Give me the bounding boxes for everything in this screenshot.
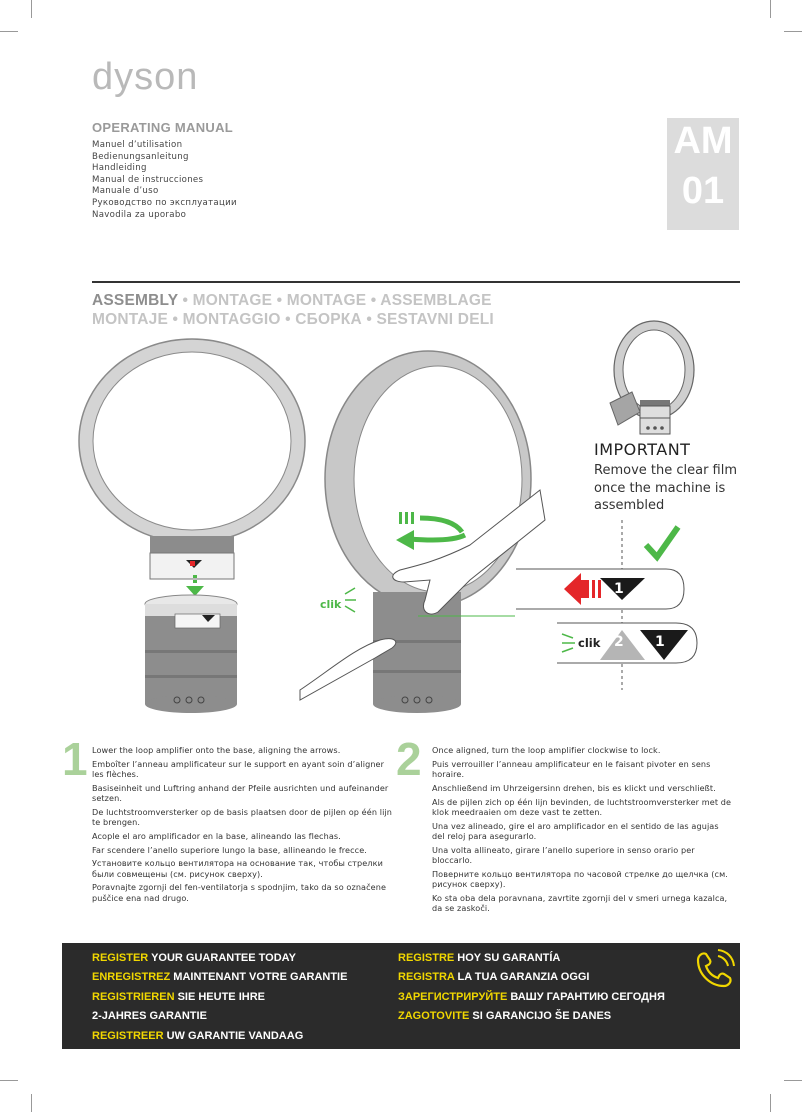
assembly-word: ASSEMBLY bbox=[92, 292, 179, 309]
step-2-line: Ko sta oba dela poravnana, zavrtite zgornji del v smeri urnega kazalca, da se zaskoči. bbox=[432, 892, 728, 913]
step-1-line: Emboîter l’anneau amplificateur sur le support en ayant soin d’aligner les flèches. bbox=[92, 758, 385, 779]
operating-manual-title: OPERATING MANUAL bbox=[92, 120, 234, 135]
clik-label: clik bbox=[320, 598, 342, 611]
register-line-de: REGISTRIEREN SIE HEUTE IHRE bbox=[92, 990, 265, 1003]
manual-title-sl: Navodila za uporabo bbox=[92, 209, 187, 220]
step-1-line: Basiseinheit und Luftring anhand der Pfeile ausrichten und aufeinander setzen. bbox=[92, 782, 389, 803]
crop-mark bbox=[0, 1080, 18, 1081]
step-1-line: Установите кольцо вентилятора на основание так, чтобы стрелки были совмещены (см. рисунок сверху). bbox=[92, 858, 383, 879]
crop-mark bbox=[784, 1080, 802, 1081]
step-2-line: Als de pijlen zich op één lijn bevinden, de luchtstroomversterker met de klok meedraaien om deze vast te zetten. bbox=[432, 796, 732, 817]
bar1-number: 1 bbox=[614, 581, 624, 597]
fan-ring-illustration bbox=[79, 339, 305, 579]
manual-title-ru: Руководство по эксплуатации bbox=[92, 197, 237, 208]
step-1-line: Acople el aro amplificador en la base, alineando las flechas. bbox=[92, 830, 341, 841]
crop-mark bbox=[770, 1094, 771, 1112]
bar2-number-2: 2 bbox=[614, 634, 624, 650]
phone-icon bbox=[690, 946, 738, 994]
step-2-number: 2 bbox=[396, 733, 422, 785]
important-title: IMPORTANT bbox=[594, 440, 691, 459]
step-1-text bbox=[92, 745, 392, 906]
alignment-bar-red bbox=[516, 569, 684, 609]
register-line-de-2: 2-JAHRES GARANTIE bbox=[92, 1010, 207, 1023]
check-icon bbox=[646, 527, 678, 557]
fan-base-illustration bbox=[145, 595, 237, 713]
step-2-line: Anschließend im Uhrzeigersinn drehen, bis es klickt und verschließt. bbox=[432, 782, 716, 793]
model-line-1: AM bbox=[673, 120, 733, 162]
model-line-2: 01 bbox=[681, 170, 725, 212]
step-1-line: Far scendere l’anello superiore lungo la base, allineando le frecce. bbox=[92, 844, 367, 855]
step-2-line: Once aligned, turn the loop amplifier clockwise to lock. bbox=[432, 745, 661, 755]
register-line-es: REGISTRE HOY SU GARANTÍA bbox=[398, 952, 561, 964]
register-right-column bbox=[398, 949, 665, 1027]
dyson-logo: dyson bbox=[92, 56, 199, 98]
assembly-line2: MONTAJE • MONTAGGIO • СБОРКА • SESTAVNI DELI bbox=[92, 311, 494, 328]
register-line-ru: ЗАРЕГИСТРИРУЙТЕ ВАШУ ГАРАНТИЮ СЕГОДНЯ bbox=[398, 990, 665, 1003]
important-text: Remove the clear film once the machine is assembled bbox=[594, 463, 738, 513]
manual-title-es: Manual de instrucciones bbox=[92, 174, 204, 185]
step-2-text bbox=[432, 745, 732, 917]
register-line-fr: ENREGISTREZ MAINTENANT VOTRE GARANTIE bbox=[92, 971, 348, 984]
bar2-number-1: 1 bbox=[655, 634, 665, 650]
step-1-line: De luchtstroomversterker op de basis plaatsen door de pijlen op één lijn te brengen. bbox=[92, 806, 392, 827]
register-line-en: REGISTER YOUR GUARANTEE TODAY bbox=[92, 952, 296, 964]
step-2-line: Поверните кольцо вентилятора по часовой стрелке до щелчка (см. рисунок сверху). bbox=[432, 868, 728, 889]
register-line-sl: ZAGOTOVITE SI GARANCIJO ŠE DANES bbox=[398, 1010, 612, 1023]
manual-title-fr: Manuel d’utilisation bbox=[92, 140, 183, 150]
manual-title-nl: Handleiding bbox=[92, 163, 147, 174]
register-left-column bbox=[92, 949, 347, 1046]
step-1-line: Lower the loop amplifier onto the base, aligning the arrows. bbox=[92, 745, 341, 755]
crop-mark bbox=[31, 1094, 32, 1112]
register-line-nl: REGISTREER UW GARANTIE VANDAAG bbox=[92, 1029, 304, 1042]
bar2-clik-label: clik bbox=[578, 636, 601, 650]
step-2-line: Una vez alineado, gire el aro amplificador en el sentido de las agujas del reloj para asegurarlo. bbox=[432, 820, 719, 841]
step-2-line: Una volta allineato, girare l’anello superiore in senso orario per bloccarlo. bbox=[432, 844, 695, 865]
small-fan-illustration bbox=[610, 321, 694, 434]
manual-title-it: Manuale d’uso bbox=[92, 186, 159, 197]
step-1-line: Poravnajte zgornji del fen-ventilatorja s spodnjim, tako da so označene puščice ena nad drugo. bbox=[92, 882, 387, 903]
manual-title-de: Bedienungsanleitung bbox=[92, 151, 189, 162]
step-1-number: 1 bbox=[62, 733, 88, 785]
assembly-line1-rest: • MONTAGE • MONTAGE • ASSEMBLAGE bbox=[178, 292, 492, 309]
register-line-it: REGISTRA LA TUA GARANZIA OGGI bbox=[398, 971, 590, 984]
step-2-line: Puis verrouiller l’anneau amplificateur en le faisant pivoter en sens horaire. bbox=[432, 758, 711, 779]
